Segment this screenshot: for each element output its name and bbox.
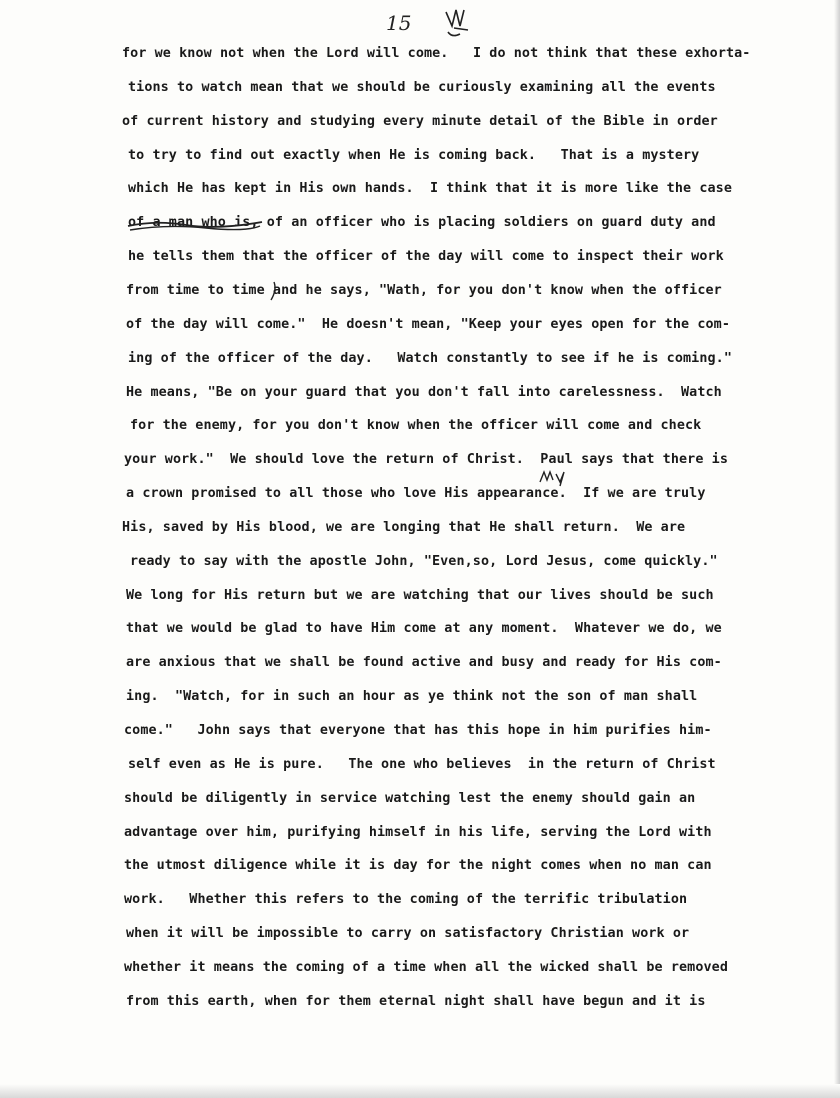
text-line: for the enemy, for you don't know when the officer will come and check: [130, 418, 702, 434]
text-line: come." John says that everyone that has this hope in him purifies him-: [124, 723, 712, 738]
text-line: from this earth, when for them eternal night shall have begun and it is: [126, 993, 706, 1009]
text-line: tions to watch mean that we should be curiously examining all the events: [128, 79, 716, 95]
handwritten-strikethrough: [126, 212, 266, 234]
text-line: which He has kept in His own hands. I think that it is more like the case: [128, 181, 732, 197]
text-line: self even as He is pure. The one who believes in the return of Christ: [128, 756, 716, 772]
text-line: advantage over him, purifying himself in his life, serving the Lord with: [124, 824, 712, 840]
text-line: whether it means the coming of a time when all the wicked shall be removed: [124, 959, 728, 975]
text-line: from time to time and he says, "Wath, for you don't know when the officer: [126, 282, 722, 298]
text-line: your work." We should love the return of Christ. Paul says that there is: [124, 452, 728, 468]
text-line: that we would be glad to have Him come at any moment. Whatever we do, we: [126, 621, 722, 637]
text-line: He means, "Be on your guard that you don't fall into carelessness. Watch: [126, 384, 722, 400]
text-line: ready to say with the apostle John, "Even,so, Lord Jesus, come quickly.": [130, 553, 718, 569]
text-line: should be diligently in service watching lest the enemy should gain an: [124, 790, 696, 806]
handwritten-insert-mark: [268, 280, 278, 302]
text-line: are anxious that we shall be found active and busy and ready for His com-: [126, 655, 722, 671]
text-line: ing. "Watch, for in such an hour as ye think not the son of man shall: [126, 689, 698, 705]
page-number-text: 15: [386, 11, 412, 35]
text-line: of a man who is, of an officer who is placing soldiers on guard duty and: [128, 215, 716, 231]
text-line: for we know not when the Lord will come. I do not think that these exhorta-: [122, 46, 751, 61]
text-line: His, saved by His blood, we are longing that He shall return. We are: [122, 519, 686, 535]
text-line: he tells them that the officer of the day will come to inspect their work: [128, 249, 724, 265]
text-line: ing of the officer of the day. Watch constantly to see if he is coming.": [128, 350, 732, 366]
handwritten-correction: [538, 468, 568, 490]
text-line: work. Whether this refers to the coming of the terrific tribulation: [124, 892, 688, 908]
text-line: We long for His return but we are watching that our lives should be such: [126, 587, 714, 603]
text-line: of the day will come." He doesn't mean, "Keep your eyes open for the com-: [126, 316, 730, 332]
text-line: when it will be impossible to carry on satisfactory Christian work or: [126, 926, 690, 942]
text-line: the utmost diligence while it is day for the night comes when no man can: [124, 858, 712, 874]
text-line: of current history and studying every minute detail of the Bible in order: [122, 113, 718, 129]
text-line: a crown promised to all those who love His appearance. If we are truly: [126, 486, 706, 502]
text-line: to try to find out exactly when He is coming back. That is a mystery: [128, 147, 700, 163]
